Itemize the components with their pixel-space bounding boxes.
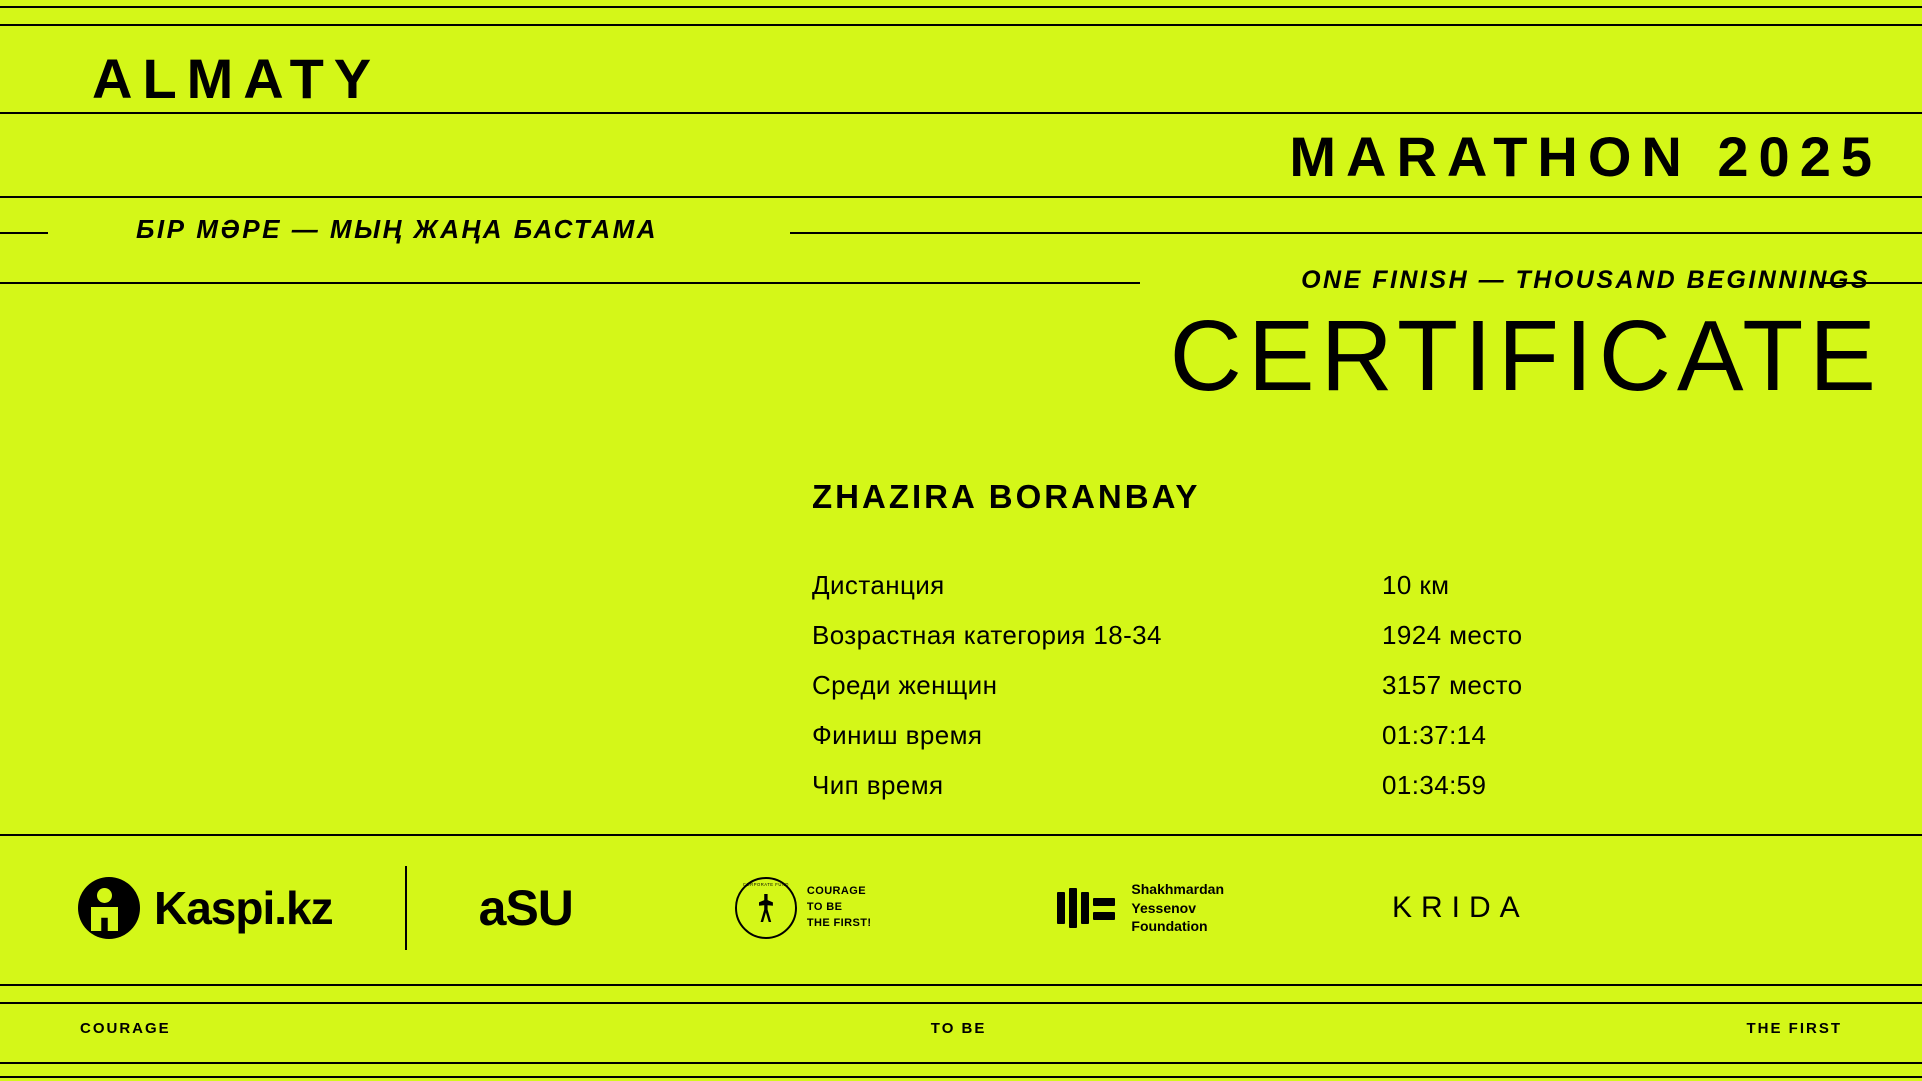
divider-line [790, 232, 1922, 234]
courage-line-3: THE FIRST! [806, 916, 872, 929]
divider-line [0, 834, 1922, 836]
courage-label [807, 884, 872, 932]
footer-left: COURAGE [80, 1020, 171, 1037]
sponsor-row [0, 838, 1922, 978]
footer-center: TO BE [930, 1020, 987, 1037]
divider-line [0, 984, 1922, 986]
result-label: Чип время [812, 770, 944, 800]
person-icon [759, 894, 773, 922]
yessenov-line-3: Foundation [1131, 918, 1208, 935]
divider-line [0, 1062, 1922, 1064]
sponsor-divider [405, 866, 407, 950]
participant-name: ZHAZIRA BORANBAY [812, 478, 1201, 515]
tagline-english: ONE FINISH — THOUSAND BEGINNINGS [1301, 266, 1870, 294]
sponsor-kaspi [78, 838, 333, 978]
courage-line-1: COURAGE [806, 885, 866, 898]
sponsor-shakhmardan-yessenov-foundation [1057, 838, 1224, 978]
result-value: 01:37:14 [1382, 720, 1487, 750]
result-label: Среди женщин [812, 670, 998, 700]
result-value: 10 км [1382, 570, 1450, 600]
tagline-kazakh: БІР МӘРЕ — МЫҢ ЖАҢА БАСТАМА [136, 214, 659, 244]
table-row [812, 770, 1602, 820]
result-label: Возрастная категория 18-34 [812, 620, 1162, 650]
table-row [812, 670, 1602, 720]
courage-line-2: TO BE [806, 901, 843, 914]
divider-line [0, 1076, 1922, 1078]
divider-line [0, 282, 1140, 284]
footer [0, 1020, 1922, 1037]
krida-label: KRIDA [1392, 891, 1529, 924]
table-row [812, 620, 1602, 670]
yessenov-logo-icon [1057, 888, 1119, 928]
divider-line [0, 6, 1922, 8]
table-row [812, 570, 1602, 620]
result-label: Финиш время [812, 720, 983, 750]
yessenov-line-1: Shakhmardan [1131, 880, 1224, 897]
courage-seal-ring-text: CORPORATE FUND [742, 882, 789, 887]
results-table [812, 570, 1602, 820]
result-value: 01:34:59 [1382, 770, 1487, 800]
divider-line [0, 112, 1922, 114]
result-value: 3157 место [1382, 670, 1523, 700]
yessenov-label [1131, 880, 1224, 937]
asu-label: aSU [478, 880, 573, 936]
divider-line [0, 196, 1922, 198]
sponsor-asu [479, 838, 573, 978]
result-value: 1924 место [1382, 620, 1523, 650]
courage-seal-icon [735, 877, 797, 939]
footer-right: THE FIRST [1746, 1020, 1842, 1037]
yessenov-line-2: Yessenov [1131, 899, 1197, 916]
divider-line [0, 24, 1922, 26]
divider-line [0, 1002, 1922, 1004]
sponsor-krida [1392, 838, 1529, 978]
divider-line [0, 232, 48, 234]
kaspi-logo-icon [78, 877, 140, 939]
table-row [812, 720, 1602, 770]
kaspi-label: Kaspi.kz [154, 882, 333, 934]
result-label: Дистанция [812, 570, 945, 600]
event-title: MARATHON 2025 [1289, 125, 1882, 188]
sponsor-courage-fund [735, 838, 872, 978]
page-title: CERTIFICATE [1169, 300, 1882, 412]
city-title: ALMATY [92, 47, 382, 110]
